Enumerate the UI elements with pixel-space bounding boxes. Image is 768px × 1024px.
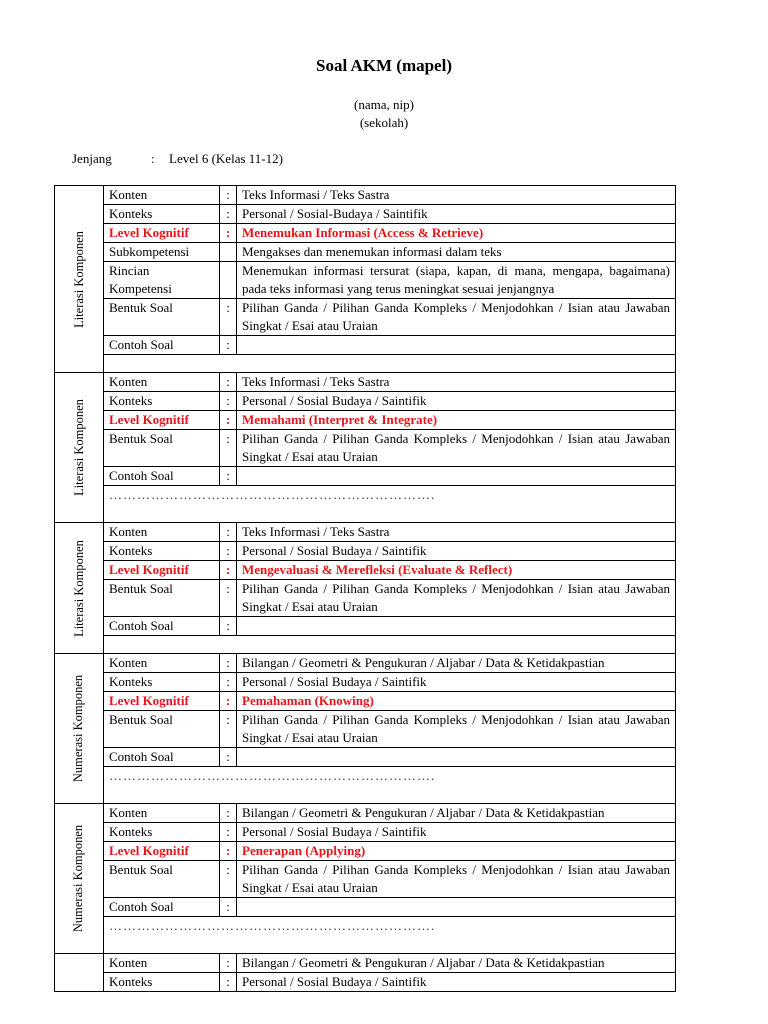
component-section <box>54 653 676 804</box>
row-colon: : <box>220 299 237 336</box>
row-label: Konten <box>104 523 220 542</box>
row-value: Personal / Sosial Budaya / Saintifik <box>237 673 676 692</box>
component-section <box>54 185 676 373</box>
row-colon: : <box>220 373 237 392</box>
table-row <box>104 692 675 711</box>
row-label: Konteks <box>109 974 153 989</box>
row-value <box>237 898 676 917</box>
jenjang-colon: : <box>151 151 155 166</box>
row-value: Personal / Sosial Budaya / Saintifik <box>237 823 676 842</box>
section-side-label: Literasi Komponen <box>71 230 86 328</box>
table-row <box>104 823 675 842</box>
row-label: Contoh Soal <box>104 617 220 636</box>
row-colon: : <box>220 617 237 636</box>
row-value: Penerapan (Applying) <box>237 842 676 861</box>
table-row <box>104 561 675 580</box>
section-footer-row <box>104 486 675 523</box>
row-value: Bilangan / Geometri & Pengukuran / Aljabar / Data & Ketidakpastian <box>237 654 676 673</box>
row-label: Konten <box>104 654 220 673</box>
row-colon: : <box>220 523 237 542</box>
table-row <box>104 299 675 336</box>
jenjang-label: Jenjang <box>72 151 112 166</box>
component-section <box>54 803 676 954</box>
section-side-label: Numerasi Komponen <box>71 674 86 783</box>
section-side-label-cell <box>55 373 104 522</box>
row-value: Memahami (Interpret & Integrate) <box>237 411 676 430</box>
row-label: Bentuk Soal <box>104 861 220 898</box>
row-colon: : <box>220 954 237 973</box>
row-label: Konten <box>104 186 220 205</box>
row-value <box>237 467 676 486</box>
row-colon: : <box>220 430 237 467</box>
section-rows <box>104 186 675 372</box>
section-rows <box>104 804 675 953</box>
table-row <box>104 186 675 205</box>
table-row <box>104 654 675 673</box>
row-label: Contoh Soal <box>104 467 220 486</box>
row-colon: : <box>220 561 237 580</box>
table-row <box>104 842 675 861</box>
row-label: Bentuk Soal <box>104 299 220 336</box>
component-section <box>54 953 676 992</box>
row-value: Personal / Sosial-Budaya / Saintifik <box>237 205 676 224</box>
row-colon: : <box>220 842 237 861</box>
row-value: Pilihan Ganda / Pilihan Ganda Kompleks / Menjodohkan / Isian atau Jawaban Singkat / Esai atau Uraian <box>237 299 676 336</box>
table-row <box>104 224 675 243</box>
row-colon: : <box>220 748 237 767</box>
row-colon: : <box>220 711 237 748</box>
section-rows <box>104 654 675 803</box>
table-row <box>104 954 675 973</box>
table-row <box>104 467 675 486</box>
row-value: Mengevaluasi & Merefleksi (Evaluate & Reflect) <box>237 561 676 580</box>
row-colon: : <box>220 673 237 692</box>
row-colon <box>220 243 237 262</box>
table-row <box>104 748 675 767</box>
table-row <box>104 262 675 299</box>
row-value: Pilihan Ganda / Pilihan Ganda Kompleks / Menjodohkan / Isian atau Jawaban Singkat / Esai atau Uraian <box>237 430 676 467</box>
row-value: Teks Informasi / Teks Sastra <box>237 186 676 205</box>
table-row <box>104 711 675 748</box>
row-label: Konteks <box>104 205 220 224</box>
page-title: Soal AKM (mapel) <box>316 56 452 75</box>
component-section <box>54 372 676 523</box>
section-footer-row <box>104 636 675 654</box>
row-colon: : <box>220 654 237 673</box>
row-colon: : <box>220 411 237 430</box>
jenjang-value: Level 6 (Kelas 11-12) <box>169 151 283 166</box>
table-row <box>104 580 675 617</box>
table-row <box>104 898 675 917</box>
sections-table <box>54 186 676 992</box>
row-label: Contoh Soal <box>104 898 220 917</box>
row-value: Personal / Sosial Budaya / Saintifik <box>237 542 676 561</box>
row-label: Bentuk Soal <box>104 711 220 748</box>
row-label: Konten <box>104 804 220 823</box>
row-value: Pilihan Ganda / Pilihan Ganda Kompleks / Menjodohkan / Isian atau Jawaban Singkat / Esai atau Uraian <box>237 580 676 617</box>
row-label: Level Kognitif <box>104 561 220 580</box>
section-rows <box>104 373 675 522</box>
row-value <box>237 748 676 767</box>
table-row <box>104 617 675 636</box>
author-school: (sekolah) <box>359 115 409 130</box>
row-value: Personal / Sosial Budaya / Saintifik <box>242 974 427 989</box>
row-colon: : <box>220 542 237 561</box>
row-label: Level Kognitif <box>104 842 220 861</box>
table-row <box>104 804 675 823</box>
row-colon: : <box>220 336 237 355</box>
row-value: Bilangan / Geometri & Pengukuran / Aljabar / Data & Ketidakpastian <box>237 954 676 973</box>
row-value: Personal / Sosial Budaya / Saintifik <box>237 392 676 411</box>
row-value <box>237 617 676 636</box>
row-label: Bentuk Soal <box>104 580 220 617</box>
row-colon: : <box>220 186 237 205</box>
row-value: Pilihan Ganda / Pilihan Ganda Kompleks / Menjodohkan / Isian atau Jawaban Singkat / Esai atau Uraian <box>237 861 676 898</box>
row-value: Menemukan informasi tersurat (siapa, kapan, di mana, mengapa, bagaimana) pada teks informasi yang terus meningkat sesuai jenjangnya <box>237 262 676 299</box>
row-colon: : <box>220 205 237 224</box>
row-label: Konteks <box>104 542 220 561</box>
row-label: Rincian Kompetensi <box>104 262 220 299</box>
row-label: Bentuk Soal <box>104 430 220 467</box>
row-colon: : <box>220 861 237 898</box>
row-label: Konteks <box>104 392 220 411</box>
row-colon: : <box>220 580 237 617</box>
table-row <box>104 861 675 898</box>
section-side-label: Literasi Komponen <box>71 399 86 496</box>
row-colon: : <box>220 467 237 486</box>
section-side-label-cell <box>55 954 104 991</box>
section-footer: ……………………………………………………………. <box>109 487 436 502</box>
row-value: Teks Informasi / Teks Sastra <box>237 523 676 542</box>
row-label: Contoh Soal <box>104 748 220 767</box>
row-colon: : <box>220 823 237 842</box>
row-colon: : <box>220 692 237 711</box>
section-footer <box>104 636 675 654</box>
row-value: Teks Informasi / Teks Sastra <box>237 373 676 392</box>
table-row <box>104 392 675 411</box>
section-footer-row <box>104 767 675 804</box>
section-footer: ……………………………………………………………. <box>109 768 436 783</box>
table-row <box>104 673 675 692</box>
table-row <box>104 205 675 224</box>
table-row <box>104 430 675 467</box>
row-colon <box>220 262 237 299</box>
row-value <box>237 336 676 355</box>
row-colon: : <box>220 224 237 243</box>
row-label: Contoh Soal <box>104 336 220 355</box>
section-side-label-cell <box>55 186 104 372</box>
section-rows <box>104 954 675 991</box>
author-name: (nama, nip) <box>354 97 414 112</box>
row-value: Pilihan Ganda / Pilihan Ganda Kompleks / Menjodohkan / Isian atau Jawaban Singkat / Esai atau Uraian <box>237 711 676 748</box>
table-row <box>104 973 675 992</box>
section-side-label-cell <box>55 654 104 803</box>
row-label: Subkompetensi <box>104 243 220 262</box>
row-label: Level Kognitif <box>104 692 220 711</box>
table-row <box>104 411 675 430</box>
section-footer-row <box>104 355 675 373</box>
section-side-label: Literasi Komponen <box>71 539 86 637</box>
section-footer: ……………………………………………………………. <box>109 918 436 933</box>
row-value: Pemahaman (Knowing) <box>237 692 676 711</box>
section-side-label-cell <box>55 804 104 953</box>
row-label: Konten <box>104 373 220 392</box>
section-footer <box>104 355 675 373</box>
table-row <box>104 523 675 542</box>
row-label: Konten <box>104 954 220 973</box>
table-row <box>104 373 675 392</box>
row-value: Bilangan / Geometri & Pengukuran / Aljabar / Data & Ketidakpastian <box>237 804 676 823</box>
row-label: Level Kognitif <box>104 224 220 243</box>
table-row <box>104 243 675 262</box>
section-side-label-cell <box>55 523 104 653</box>
row-label: Level Kognitif <box>104 411 220 430</box>
row-value: Menemukan Informasi (Access & Retrieve) <box>237 224 676 243</box>
row-colon: : <box>220 392 237 411</box>
section-side-label: Numerasi Komponen <box>71 824 86 933</box>
table-row <box>104 336 675 355</box>
table-row <box>104 542 675 561</box>
row-colon: : <box>220 804 237 823</box>
row-label: Konteks <box>104 823 220 842</box>
component-section <box>54 522 676 654</box>
section-footer-row <box>104 917 675 954</box>
row-colon: : <box>220 898 237 917</box>
row-value: Mengakses dan menemukan informasi dalam teks <box>237 243 676 262</box>
row-label: Konteks <box>104 673 220 692</box>
row-colon: : <box>220 973 237 992</box>
section-rows <box>104 523 675 653</box>
